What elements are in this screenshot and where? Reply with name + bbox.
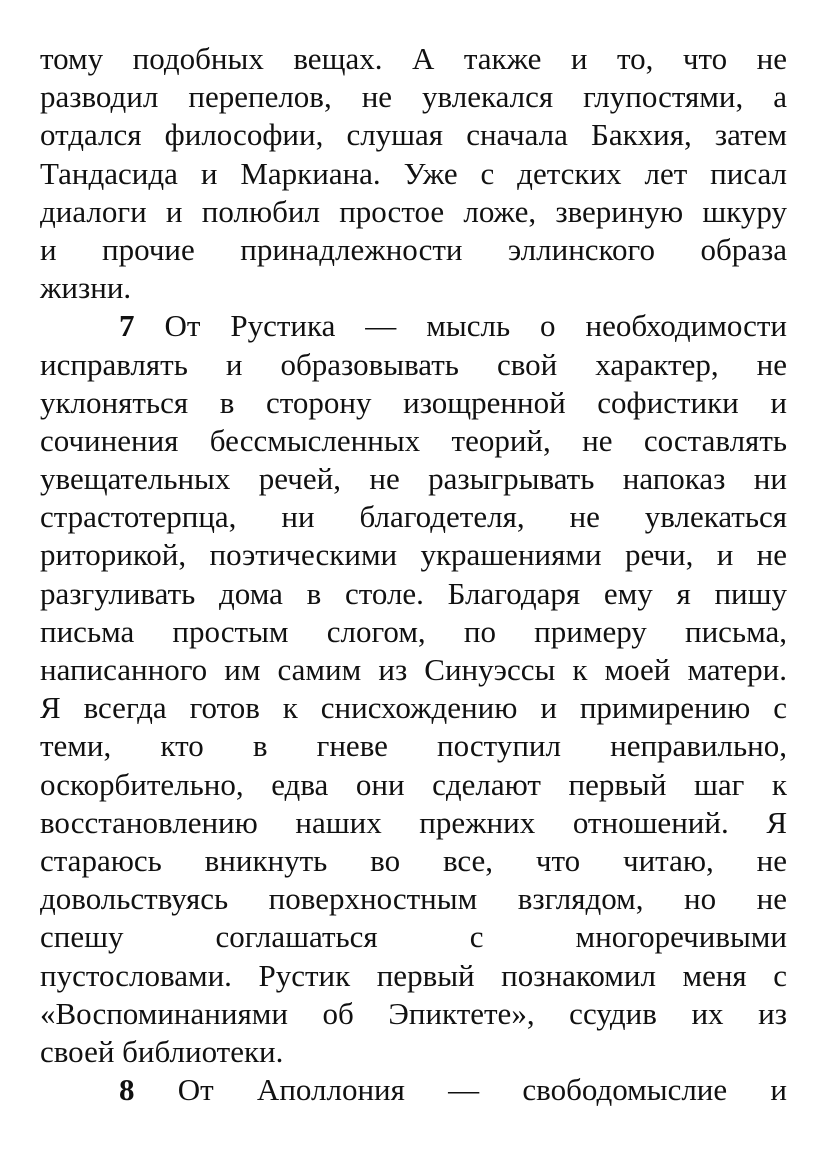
document-page [40,40,787,1109]
paragraph-first-line [40,1071,787,1109]
text-line: теми, кто в гневе поступил неправильно, [40,728,787,764]
text-line: риторикой, поэтическими украшениями речи, и не [40,537,787,573]
paragraph-7 [40,307,787,1071]
text-line: Тандасида и Маркиана. Уже с детских лет писал [40,155,787,191]
text-line: исправлять и образовывать свой характер, не [40,346,787,382]
text-line: разводил перепелов, не увлекался глупостями, а [40,79,787,115]
text-line: своей библиотеки. [40,1033,284,1069]
text-line: спешу соглашаться с многоречивыми [40,919,787,955]
text-line: жизни. [40,270,132,306]
text-line: увещательных речей, не разыгрывать напоказ ни [40,461,787,497]
text-line: сочинения бессмысленных теорий, не составлять [40,422,787,458]
text-line: тому подобных вещах. А также и то, что не [40,41,787,76]
text-line: диалоги и полюбил простое ложе, звериную шкуру [40,193,787,229]
text-line: стараюсь вникнуть во все, что читаю, не [40,842,787,878]
text-line: восстановлению наших прежних отношений. Я [40,804,787,840]
text-line: отдался философии, слушая сначала Бакхия, затем [40,117,787,153]
text-line: написанного им самим из Синуэссы к моей матери. [40,652,787,687]
text-line: «Воспоминаниями об Эпиктете», ссудив их из [40,995,787,1031]
text-line: оскорбительно, едва они сделают первый шаг к [40,766,787,802]
paragraph-8 [40,1071,787,1109]
text-line: разгуливать дома в столе. Благодаря ему я пишу [40,575,787,611]
paragraph-first-line-text: От Аполлония — свободомыслие и [177,1072,787,1108]
paragraph-first-line [40,307,787,345]
text-line: довольствуясь поверхностным взглядом, но не [40,881,787,917]
text-line: и прочие принадлежности эллинского образа [40,231,787,267]
paragraph-number: 7 [119,308,135,344]
paragraph-first-line-text: От Рустика — мысль о необходимости [164,308,788,344]
text-line: письма простым слогом, по примеру письма, [40,613,787,649]
paragraph-intro [40,40,787,307]
text-line: Я всегда готов к снисхождению и примирению с [40,690,787,726]
paragraph-number: 8 [119,1072,135,1108]
text-line: пустословами. Рустик первый познакомил меня с [40,957,787,993]
text-line: уклоняться в сторону изощренной софистики и [40,384,787,420]
text-line: страстотерпца, ни благодетеля, не увлекаться [40,499,787,535]
